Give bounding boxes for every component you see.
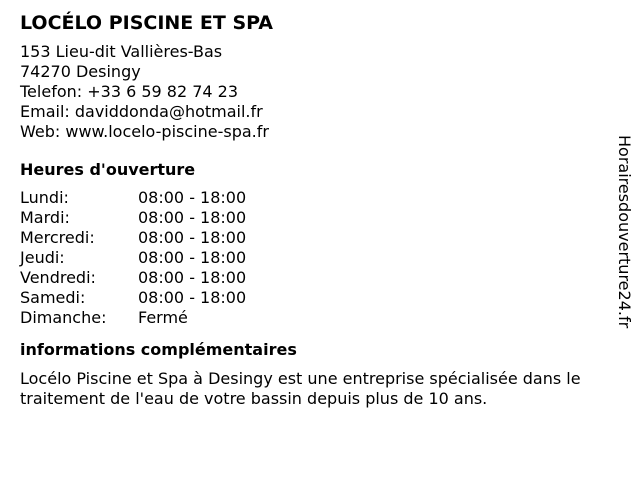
day-hours: 08:00 - 18:00 [138, 228, 247, 247]
hours-heading: Heures d'ouverture [20, 160, 196, 179]
email-address: Email: daviddonda@hotmail.fr [20, 102, 263, 121]
day-hours: 08:00 - 18:00 [138, 248, 247, 267]
day-hours: 08:00 - 18:00 [138, 288, 247, 307]
hours-row-thursday [20, 248, 620, 268]
phone-number: Telefon: +33 6 59 82 74 23 [20, 82, 239, 101]
day-hours: 08:00 - 18:00 [138, 208, 247, 227]
day-hours: 08:00 - 18:00 [138, 268, 247, 287]
hours-table [20, 188, 620, 328]
hours-row-wednesday [20, 228, 620, 248]
hours-row-saturday [20, 288, 620, 308]
business-name: LOCÉLO PISCINE ET SPA [20, 12, 274, 34]
address-city: 74270 Desingy [20, 62, 141, 81]
day-label: Mercredi: [20, 228, 95, 247]
watermark-text: Horairesdouverture24.fr [615, 135, 634, 329]
hours-row-tuesday [20, 208, 620, 228]
business-card [20, 10, 620, 409]
contact-block [20, 42, 620, 142]
address-street: 153 Lieu-dit Vallières-Bas [20, 42, 223, 61]
day-label: Samedi: [20, 288, 86, 307]
day-label: Lundi: [20, 188, 69, 207]
day-label: Mardi: [20, 208, 70, 227]
info-description: Locélo Piscine et Spa à Desingy est une entreprise spécialisée dans le traitement de l'eau de votre bassin depuis plus de 10 ans. [20, 369, 581, 408]
day-label: Jeudi: [20, 248, 65, 267]
hours-row-friday [20, 268, 620, 288]
info-heading: informations complémentaires [20, 340, 297, 359]
day-hours: 08:00 - 18:00 [138, 188, 247, 207]
hours-row-monday [20, 188, 620, 208]
day-hours: Fermé [138, 308, 188, 327]
website: Web: www.locelo-piscine-spa.fr [20, 122, 269, 141]
day-label: Dimanche: [20, 308, 107, 327]
day-label: Vendredi: [20, 268, 96, 287]
hours-row-sunday [20, 308, 620, 328]
